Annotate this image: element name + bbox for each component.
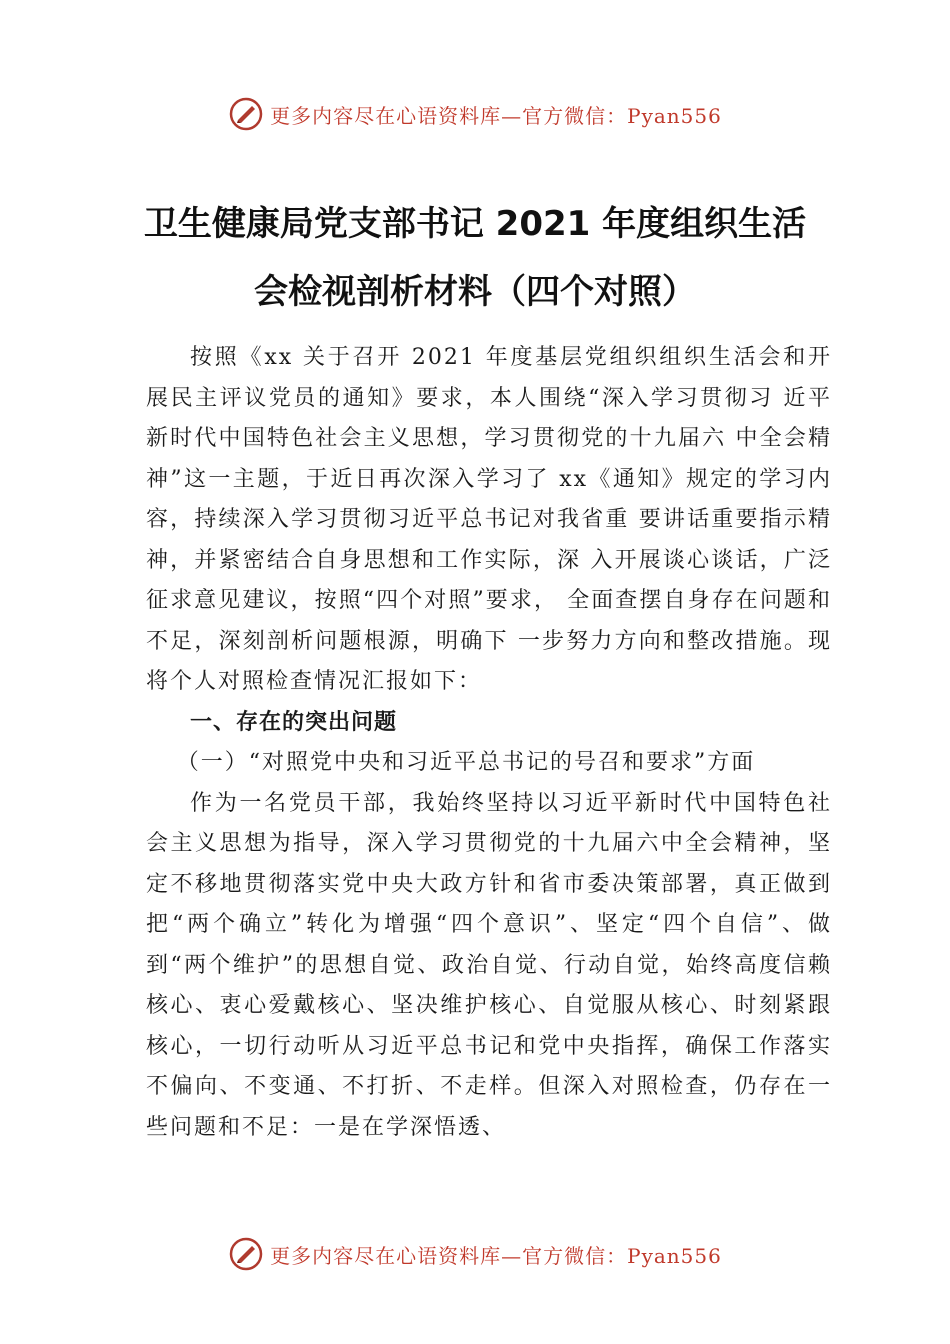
subsection-heading: （一）“对照党中央和习近平总书记的号召和要求”方面 (176, 750, 756, 775)
intro-paragraph: 按照《xx 关于召开 2021 年度基层党组织组织生活会和开展民主评议党员的通知》要求，本人围绕“深入学习贯彻习 近平新时代中国特色社会主义思想，学习贯彻党的十九届六 中全会精神”这一主题，于近日再次深入学习了 xx《通知》规定的学习内容，持续深入学习贯彻习近平总书记对我省重 要讲话重要指示精神，并紧密结合自身思想和工作实际，深 入开展谈心谈话，广泛征求意见建议，按照“四个对照”要求， 全面查摆自身存在问题和不足，深刻剖析问题根源，明确下 一步努力方向和整改措施。现将个人对照检查情况汇报如下： (146, 345, 832, 694)
document-body (146, 338, 832, 1148)
body-paragraph: 作为一名党员干部，我始终坚持以习近平新时代中国特色社会主义思想为指导，深入学习贯彻党的十九届六中全会精神，坚定不移地贯彻落实党中央大政方针和省市委决策部署，真正做到把“两个确立”转化为增强“四个意识”、坚定“四个自信”、做到“两个维护”的思想自觉、政治自觉、行动自觉，始终高度信赖核心、衷心爱戴核心、坚决维护核心、自觉服从核心、时刻紧跟核心，一切行动听从习近平总书记和党中央指挥，确保工作落实不偏向、不变通、不打折、不走样。但深入对照检查，仍存在一些问题和不足：一是在学深悟透、 (146, 790, 832, 1140)
logo-icon (228, 1236, 264, 1272)
footer-banner (0, 1232, 950, 1276)
section-heading: 一、存在的突出问题 (190, 709, 398, 735)
header-banner-text: 更多内容尽在心语资料库—官方微信：Pyan556 (270, 103, 722, 128)
footer-banner-text: 更多内容尽在心语资料库—官方微信：Pyan556 (270, 1243, 722, 1268)
footer-wechat-id: Pyan556 (627, 1243, 722, 1268)
document-title-line2: 会检视剖析材料（四个对照） (254, 272, 696, 312)
document-title-line1: 卫生健康局党支部书记 2021 年度组织生活 (143, 204, 807, 244)
logo-icon (228, 96, 264, 132)
header-wechat-id: Pyan556 (627, 103, 722, 128)
header-banner (0, 92, 950, 136)
